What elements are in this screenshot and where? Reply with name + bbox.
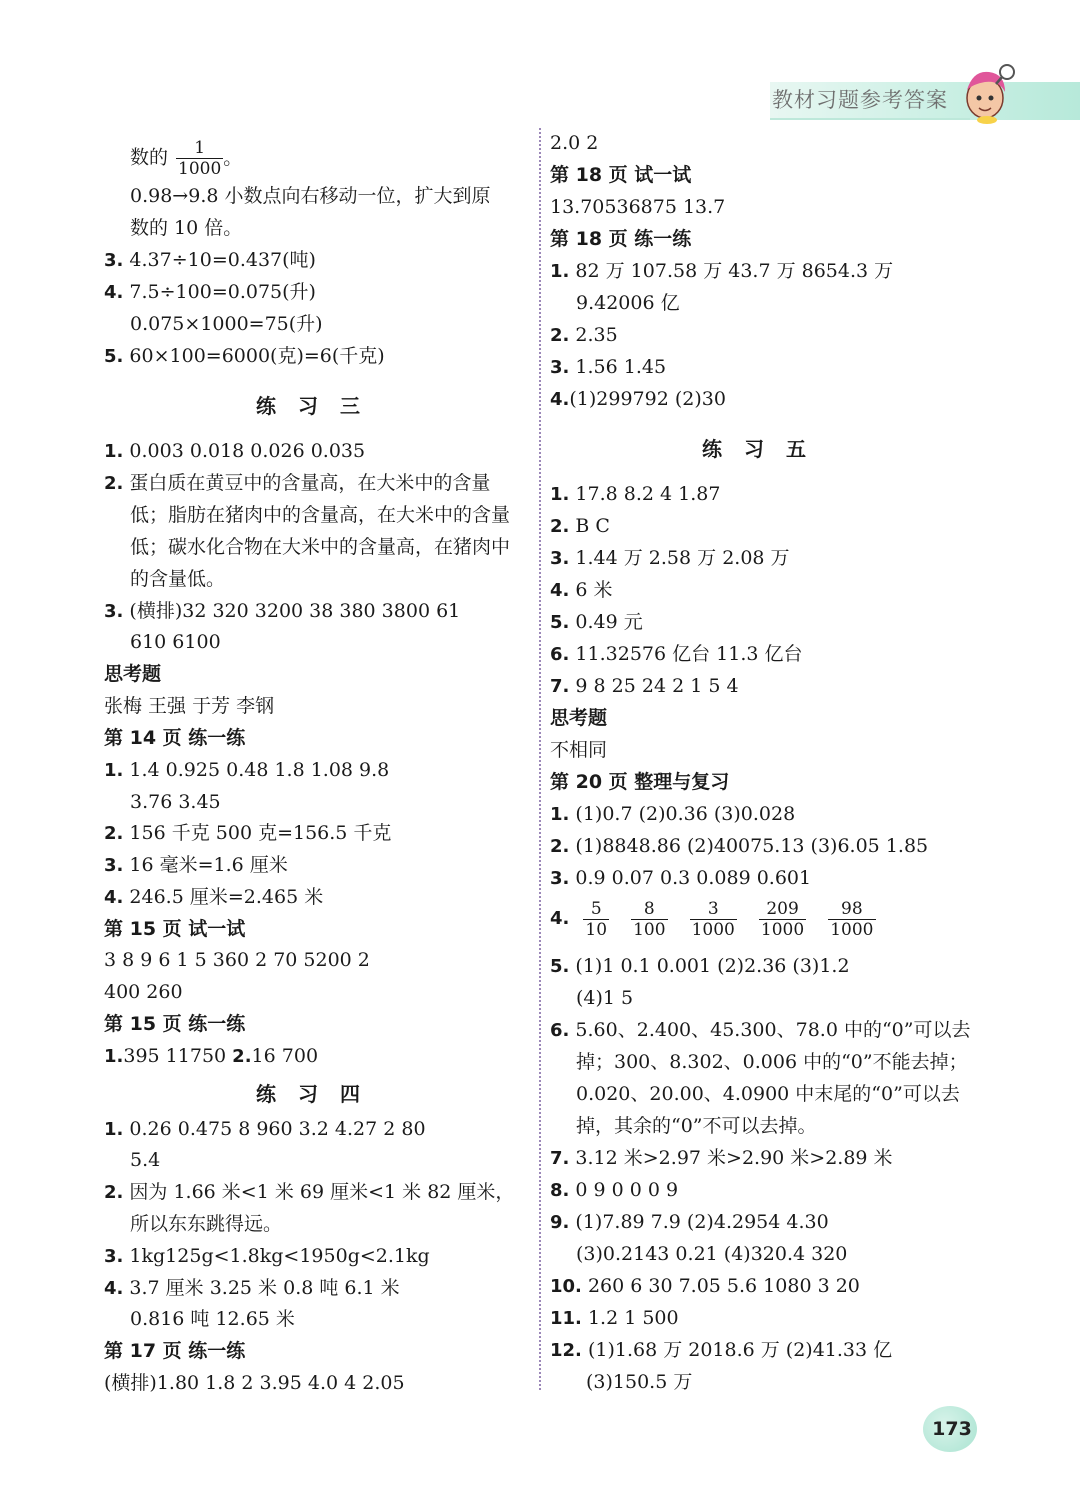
answer-line: 3.76 3.45 (130, 791, 221, 813)
answer-line: 数的 $\frac{1}{1000}$ 。 (130, 138, 243, 179)
answer-item-3: 3. (横排)32 320 3200 38 380 3800 61 (104, 600, 461, 622)
answer-line: 张梅 王强 于芳 李钢 (104, 695, 275, 717)
answer-item-6: 6. 11.32576 亿台 11.3 亿台 (550, 643, 803, 665)
fraction: $\frac{8}{100}$ (633, 898, 666, 940)
answer-line: (3)0.2143 0.21 (4)320.4 320 (576, 1243, 848, 1265)
answer-item-2: 2. 因为 1.66 米<1 米 69 厘米<1 米 82 厘米， (104, 1181, 515, 1203)
answer-item-7: 7. 3.12 米>2.97 米>2.90 米>2.89 米 (550, 1147, 893, 1169)
answer-line: 400 260 (104, 981, 183, 1003)
answer-item-8: 8. 0 9 0 0 0 9 (550, 1179, 679, 1201)
answer-line: 掉；300、8.302、0.006 中的“0”不能去掉； (576, 1051, 968, 1073)
answer-item-6: 6. 5.60、2.400、45.300、78.0 中的“0”可以去 (550, 1019, 971, 1041)
page-number: 173 (932, 1418, 972, 1440)
answer-line: 低；碳水化合物在大米中的含量高，在猪肉中 (130, 536, 511, 558)
answer-item-11: 11. 1.2 1 500 (550, 1307, 679, 1329)
mascot-icon (955, 58, 1025, 126)
subheading: 第 15 页 试一试 (104, 918, 246, 940)
answer-item-2: 2. 蛋白质在黄豆中的含量高，在大米中的含量 (104, 472, 491, 494)
answer-item-1: 1. 0.26 0.475 8 960 3.2 4.27 2 80 (104, 1118, 426, 1140)
answer-item-1: 1. 1.4 0.925 0.48 1.8 1.08 9.8 (104, 759, 390, 781)
answer-item-3: 3. 1.44 万 2.58 万 2.08 万 (550, 547, 790, 569)
answer-line: 13.70536875 13.7 (550, 196, 726, 218)
fraction: $\frac{3}{1000}$ (691, 898, 735, 940)
answer-line: 所以东东跳得远。 (130, 1213, 283, 1235)
subheading: 思考题 (104, 663, 162, 685)
fraction: $\frac{209}{1000}$ (760, 898, 805, 940)
answer-item-2: 2. (1)8848.86 (2)40075.13 (3)6.05 1.85 (550, 835, 929, 857)
answer-item-1: 1. 82 万 107.58 万 43.7 万 8654.3 万 (550, 260, 894, 282)
answer-line: 不相同 (550, 739, 608, 761)
subheading: 第 18 页 试一试 (550, 164, 692, 186)
answer-item-4: 4. 7.5÷100=0.075(升) (104, 281, 316, 303)
answer-line: (3)150.5 万 (586, 1371, 693, 1393)
fraction: $\frac{5}{10}$ (585, 898, 608, 940)
answer-item-4: 4. 246.5 厘米=2.465 米 (104, 886, 324, 908)
answer-item-3: 3. 16 毫米=1.6 厘米 (104, 854, 288, 876)
answer-item-4: 4. $\frac{5}{10}$ $\frac{8}{100}$ $\frac{3}{1000}$ $\frac{209}{1000}$ $\frac{98}{1000}$ (550, 898, 874, 940)
answer-line: 掉，其余的“0”不可以去掉。 (576, 1115, 817, 1137)
column-divider (539, 128, 541, 1390)
answer-item-12: 12. (1)1.68 万 2018.6 万 (2)41.33 亿 (550, 1339, 893, 1361)
answer-line: 0.816 吨 12.65 米 (130, 1308, 295, 1330)
subheading: 第 17 页 练一练 (104, 1340, 246, 1362)
answer-item-5: 5. (1)1 0.1 0.001 (2)2.36 (3)1.2 (550, 955, 850, 977)
answer-line: 9.42006 亿 (576, 292, 680, 314)
answer-item-4: 4. 6 米 (550, 579, 613, 601)
subheading: 思考题 (550, 707, 608, 729)
answer-item-5: 5. 0.49 元 (550, 611, 643, 633)
answer-item-1: 1. 0.003 0.018 0.026 0.035 (104, 440, 366, 462)
answer-item-7: 7. 9 8 25 24 2 1 5 4 (550, 675, 739, 697)
answer-item-3: 3. 1kg125g<1.8kg<1950g<2.1kg (104, 1245, 430, 1267)
answer-item-5: 5. 60×100=6000(克)=6(千克) (104, 345, 385, 367)
answer-line: 2.0 2 (550, 132, 599, 154)
answer-line: (4)1 5 (576, 987, 634, 1009)
answer-item-2: 2. 156 千克 500 克=156.5 千克 (104, 822, 392, 844)
subheading: 第 18 页 练一练 (550, 228, 692, 250)
fraction: $\frac{1}{1000}$ (178, 138, 222, 179)
answer-line: 数的 10 倍。 (130, 217, 243, 239)
answer-line: 0.98→9.8 小数点向右移动一位，扩大到原 (130, 185, 491, 207)
answer-item-4: 4. 3.7 厘米 3.25 米 0.8 吨 6.1 米 (104, 1277, 400, 1299)
answer-item-2: 2. 2.35 (550, 324, 618, 346)
answer-line: (横排)1.80 1.8 2 3.95 4.0 4 2.05 (104, 1372, 405, 1394)
answer-item-1: 1.395 11750 2.16 700 (104, 1045, 319, 1067)
section-title: 练习三 (256, 394, 382, 418)
header-underline (770, 118, 970, 120)
subheading: 第 15 页 练一练 (104, 1013, 246, 1035)
answer-item-3: 3. 0.9 0.07 0.3 0.089 0.601 (550, 867, 812, 889)
answer-line: 的含量低。 (130, 568, 226, 590)
answer-item-10: 10. 260 6 30 7.05 5.6 1080 3 20 (550, 1275, 860, 1297)
answer-line: 3 8 9 6 1 5 360 2 70 5200 2 (104, 949, 370, 971)
answer-item-1: 1. (1)0.7 (2)0.36 (3)0.028 (550, 803, 796, 825)
answer-item-3: 3. 4.37÷10=0.437(吨) (104, 249, 316, 271)
section-title: 练习四 (256, 1082, 382, 1106)
subheading: 第 14 页 练一练 (104, 727, 246, 749)
header-title: 教材习题参考答案 (772, 88, 948, 112)
answer-item-1: 1. 17.8 8.2 4 1.87 (550, 483, 721, 505)
answer-item-4: 4.(1)299792 (2)30 (550, 388, 726, 410)
answer-line: 5.4 (130, 1149, 161, 1171)
answer-item-3: 3. 1.56 1.45 (550, 356, 667, 378)
fraction: $\frac{98}{1000}$ (830, 898, 874, 940)
section-title: 练习五 (702, 437, 828, 461)
answer-line: 低；脂肪在猪肉中的含量高，在大米中的含量 (130, 504, 511, 526)
answer-line: 0.020、20.00、4.0900 中末尾的“0”可以去 (576, 1083, 960, 1105)
answer-item-2: 2. B C (550, 515, 610, 537)
answer-item-9: 9. (1)7.89 7.9 (2)4.2954 4.30 (550, 1211, 829, 1233)
subheading: 第 20 页 整理与复习 (550, 771, 730, 793)
answer-line: 610 6100 (130, 631, 221, 653)
answer-line: 0.075×1000=75(升) (130, 313, 323, 335)
